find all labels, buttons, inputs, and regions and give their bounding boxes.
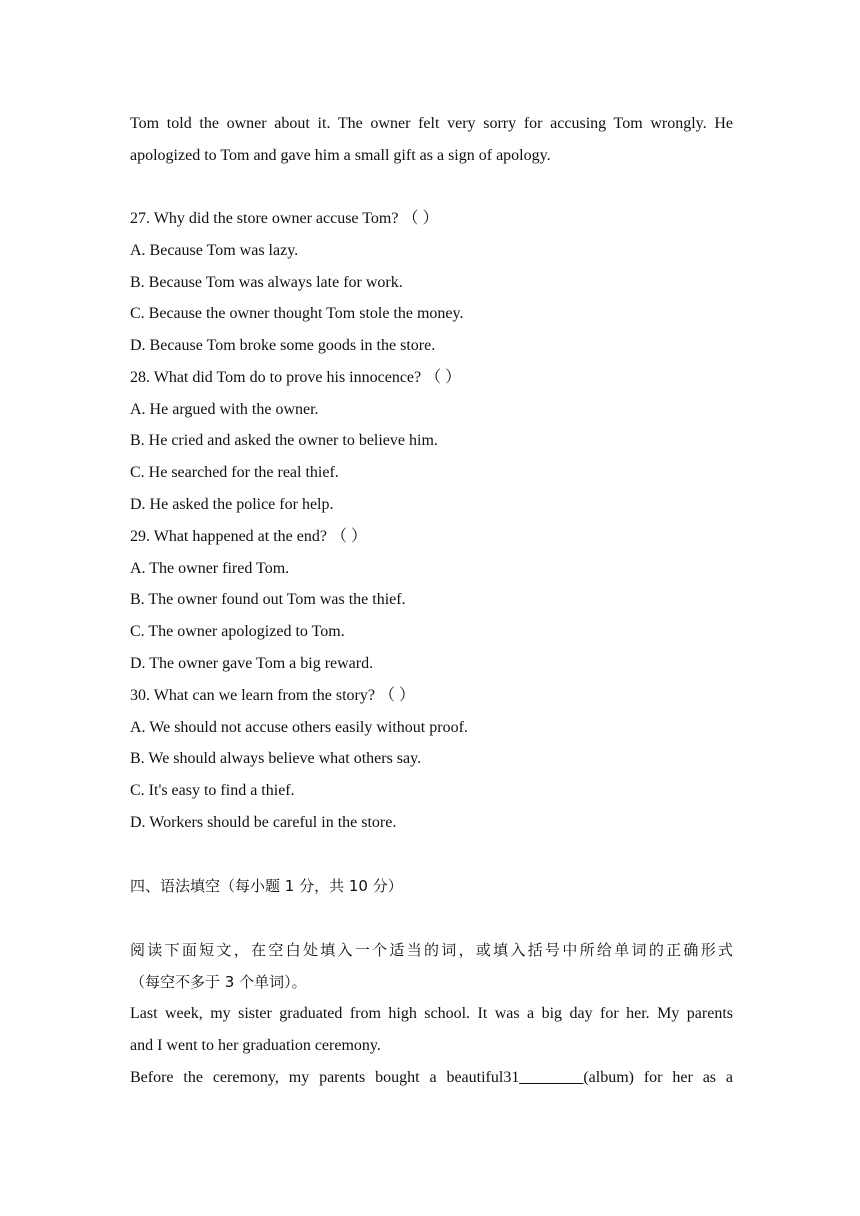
section-4-instructions-line-1: 阅读下面短文，在空白处填入一个适当的词，或填入括号中所给单词的正确形式 <box>130 941 733 959</box>
question-29-option-a: A. The owner fired Tom. <box>130 560 290 577</box>
question-29-option-d: D. The owner gave Tom a big reward. <box>130 655 374 672</box>
question-28-option-b: B. He cried and asked the owner to believe him. <box>130 432 438 449</box>
question-30-option-a: A. We should not accuse others easily without proof. <box>130 719 468 736</box>
question-30-option-b: B. We should always believe what others say. <box>130 750 422 767</box>
section-4-heading: 四、语法填空（每小题 1 分，共 10 分） <box>130 877 403 895</box>
section-4-passage-line-3 <box>130 1068 733 1088</box>
question-29-stem: 29. What happened at the end? （ ） <box>130 528 367 545</box>
question-30-option-c: C. It's easy to find a thief. <box>130 782 295 799</box>
passage-line-2: apologized to Tom and gave him a small gift as a sign of apology. <box>130 147 551 164</box>
question-27-option-c: C. Because the owner thought Tom stole the money. <box>130 305 464 322</box>
section-4-passage-line-2: and I went to her graduation ceremony. <box>130 1037 381 1054</box>
question-28-option-a: A. He argued with the owner. <box>130 401 319 418</box>
question-30-stem: 30. What can we learn from the story? （ ） <box>130 687 415 704</box>
question-29-option-c: C. The owner apologized to Tom. <box>130 623 345 640</box>
question-29-option-b: B. The owner found out Tom was the thief. <box>130 591 406 608</box>
blank-31-after: (album) for her as a <box>583 1069 733 1086</box>
blank-31-before: Before the ceremony, my parents bought a beautiful31 <box>130 1069 520 1086</box>
section-4-instructions-line-2: （每空不多于 3 个单词）。 <box>130 973 307 991</box>
question-28-option-d: D. He asked the police for help. <box>130 496 334 513</box>
question-28-stem: 28. What did Tom do to prove his innocence? （ ） <box>130 369 462 386</box>
question-28-option-c: C. He searched for the real thief. <box>130 464 339 481</box>
question-30-option-d: D. Workers should be careful in the store. <box>130 814 397 831</box>
question-27-stem: 27. Why did the store owner accuse Tom? （ ） <box>130 210 439 227</box>
blank-31: ________ <box>519 1069 584 1086</box>
question-27-option-d: D. Because Tom broke some goods in the store. <box>130 337 436 354</box>
section-4-passage-line-1: Last week, my sister graduated from high school. It was a big day for her. My parents <box>130 1005 733 1022</box>
question-27-option-b: B. Because Tom was always late for work. <box>130 274 403 291</box>
passage-line-1: Tom told the owner about it. The owner felt very sorry for accusing Tom wrongly. He <box>130 115 733 132</box>
question-27-option-a: A. Because Tom was lazy. <box>130 242 299 259</box>
